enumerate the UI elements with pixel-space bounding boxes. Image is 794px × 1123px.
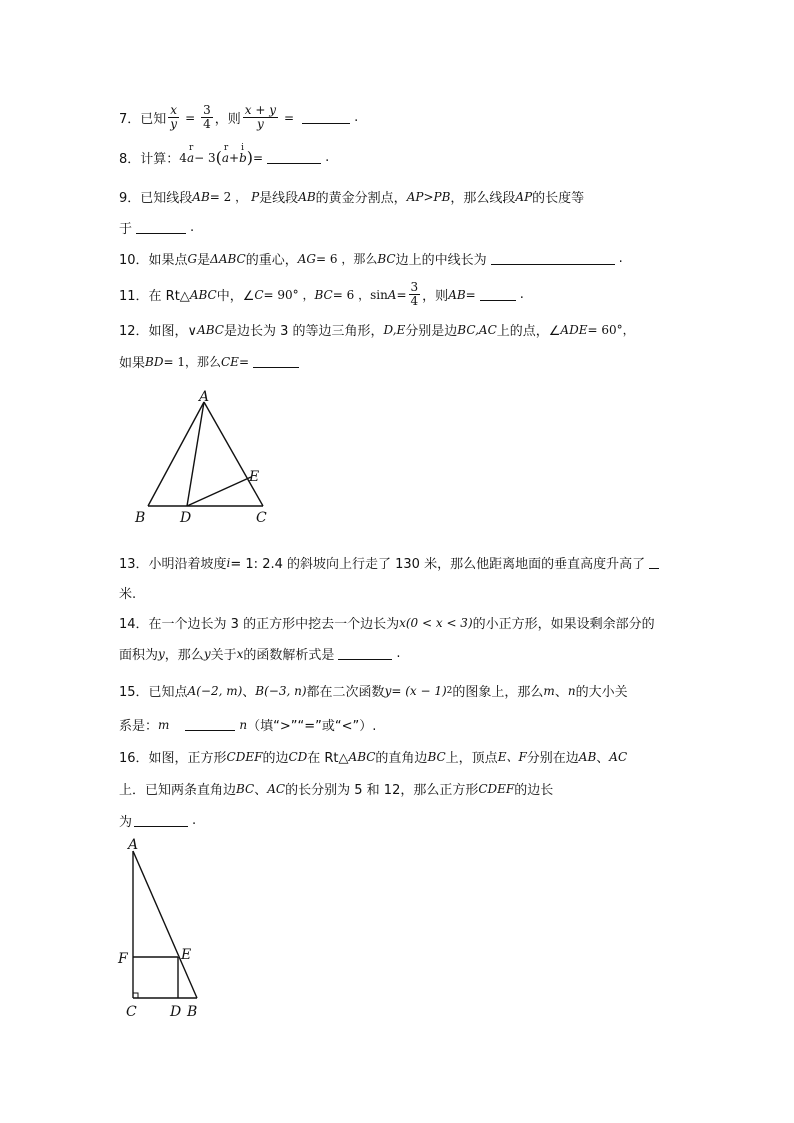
vertex-label-e: E	[181, 947, 192, 963]
vertex-label-f: F	[118, 951, 128, 967]
fraction-three-quarters: $\frac{3}{4}$	[410, 280, 419, 308]
question-14-line-2: 面积为 y ，那么 y 关于 x 的函数解析式是 .	[119, 646, 401, 663]
vertex-label-d: D	[180, 510, 192, 526]
question-11: 11．在 Rt△ ABC 中，∠ C = 90° ， BC = 6 ，sin A = $\frac{3}{4}$ ，则 AB = .	[119, 280, 524, 308]
triangle-figure-1	[130, 385, 280, 530]
question-15-line-2: 系是： m n （填“>”“=”或“<”）.	[119, 717, 377, 734]
question-16-line-3: 为 .	[119, 813, 197, 830]
question-8: 8． 计算： 4 r a − 3 ( r a + i b ) = .	[119, 142, 330, 167]
question-12-line-1: 12．如图，∨ ABC 是边长为 3 的等边三角形， D,E 分别是边 BC,AC 上的点，∠ ADE = 60°，	[119, 322, 635, 339]
vertex-label-e: E	[249, 469, 260, 485]
vertex-label-c: C	[256, 510, 267, 526]
vertex-label-c: C	[126, 1004, 137, 1020]
vertex-label-b: B	[187, 1004, 198, 1020]
vertex-label-a: A	[128, 837, 139, 853]
vertex-label-d: D	[170, 1004, 182, 1020]
question-10: 10．如果点 G 是 ΔABC 的重心， AG = 6 ，那么 BC 边上的中线长为 .	[119, 251, 623, 268]
fraction-x-over-y: $\frac{x}{y}$	[170, 103, 178, 131]
vertex-label-b: B	[135, 510, 146, 526]
question-9-line-1: 9．已知线段 AB = 2 ， P 是线段 AB 的黄金分割点， AP > PB ，那么线段 AP 的长度等	[119, 189, 585, 206]
answer-blank[interactable]	[649, 556, 659, 569]
vertex-label-a: A	[199, 389, 210, 405]
question-13-line-1: 13．小明沿着坡度 i = 1: 2.4 的斜坡向上行走了 130 米，那么他距离地面的垂直高度升高了	[119, 553, 663, 572]
answer-blank[interactable]	[134, 814, 188, 827]
fraction-three-quarters: $\frac{3}{4}$	[203, 103, 211, 131]
question-15-line-1: 15．已知点 A (−2, m) 、 B (−3, n) 都在二次函数 y = (x − 1) 2 的图象上，那么 m 、 n 的大小关	[119, 683, 628, 700]
question-9-line-2: 于 .	[119, 220, 195, 237]
question-12-line-2: 如果 BD = 1，那么 CE =	[119, 352, 303, 371]
answer-blank[interactable]	[185, 718, 235, 731]
question-16-line-2: 上．已知两条直角边 BC 、 AC 的长分别为 5 和 12，那么正方形 CDEF 的边长	[119, 781, 554, 798]
question-14-line-1: 14．在一个边长为 3 的正方形中挖去一个边长为 x (0 < x < 3) 的小正方形，如果设剩余部分的	[119, 615, 655, 632]
answer-blank[interactable]	[338, 647, 392, 660]
question-13-line-2: 米.	[119, 587, 137, 602]
fraction-x-plus-y-over-y: $\frac{x + y}{y}$	[244, 103, 277, 131]
answer-blank[interactable]	[267, 151, 321, 164]
square-in-triangle-figure-2	[112, 835, 212, 1020]
question-7: 7． 已知 $\frac{x}{y}$ = $\frac{3}{4}$ ，则 $\frac{x + y}{y}$ = .	[119, 103, 359, 131]
answer-blank[interactable]	[491, 252, 615, 265]
answer-blank[interactable]	[480, 288, 516, 301]
answer-blank[interactable]	[302, 111, 350, 124]
question-16-line-1: 16．如图，正方形 CDEF 的边 CD 在 Rt△ ABC 的直角边 BC 上，顶点 E、F 分别在边 AB 、 AC	[119, 749, 628, 766]
answer-blank[interactable]	[253, 355, 299, 368]
answer-blank[interactable]	[136, 221, 186, 234]
